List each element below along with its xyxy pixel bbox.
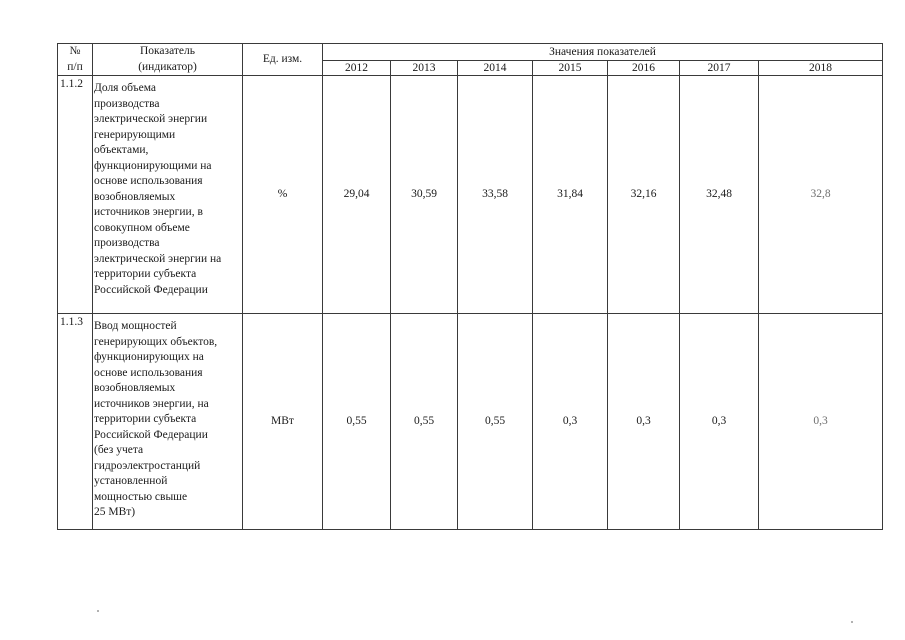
row-indicator: Ввод мощностей генерирующих объектов, функционирующих на основе использования возобновляемых источников энергии, на территории субъекта Российской Федерации (без учета гидроэлектростанций установленной мощностью свыше 25 МВт) — [93, 314, 243, 530]
row-value: 0,3 — [533, 314, 608, 530]
row-value: 30,59 — [391, 76, 458, 314]
row-value: 0,55 — [323, 314, 391, 530]
scan-speck — [851, 621, 853, 623]
table-row — [58, 314, 883, 530]
header-year: 2016 — [608, 61, 680, 76]
row-unit: % — [243, 76, 323, 314]
header-year: 2017 — [680, 61, 759, 76]
row-value: 32,16 — [608, 76, 680, 314]
row-value: 33,58 — [458, 76, 533, 314]
header-year: 2012 — [323, 61, 391, 76]
row-value: 32,48 — [680, 76, 759, 314]
row-value: 0,3 — [680, 314, 759, 530]
row-value: 32,8 — [759, 76, 883, 314]
header-row-top — [58, 44, 883, 61]
row-number: 1.1.3 — [58, 314, 93, 530]
header-values-group: Значения показателей — [323, 44, 883, 61]
row-value: 0,3 — [608, 314, 680, 530]
row-value: 0,55 — [458, 314, 533, 530]
row-value: 31,84 — [533, 76, 608, 314]
row-number: 1.1.2 — [58, 76, 93, 314]
table-row — [58, 76, 883, 314]
indicators-table — [57, 43, 883, 530]
row-unit: МВт — [243, 314, 323, 530]
header-year: 2018 — [759, 61, 883, 76]
header-year: 2015 — [533, 61, 608, 76]
header-indicator-line1: Показатель — [139, 45, 196, 57]
row-value: 0,3 — [759, 314, 883, 530]
row-value: 29,04 — [323, 76, 391, 314]
header-year: 2014 — [458, 61, 533, 76]
header-year: 2013 — [391, 61, 458, 76]
header-indicator — [93, 44, 243, 76]
header-indicator-line2: (индикатор) — [138, 60, 197, 73]
header-row-number: № п/п — [58, 44, 93, 76]
row-value: 0,55 — [391, 314, 458, 530]
header-unit: Ед. изм. — [243, 44, 323, 76]
row-indicator: Доля объема производства электрической энергии генерирующими объектами, функционирующими на основе использования возобновляемых источников энергии, в совокупном объеме производства электрической энергии на территории субъекта Российской Федерации — [93, 76, 243, 314]
scan-speck — [97, 610, 99, 612]
